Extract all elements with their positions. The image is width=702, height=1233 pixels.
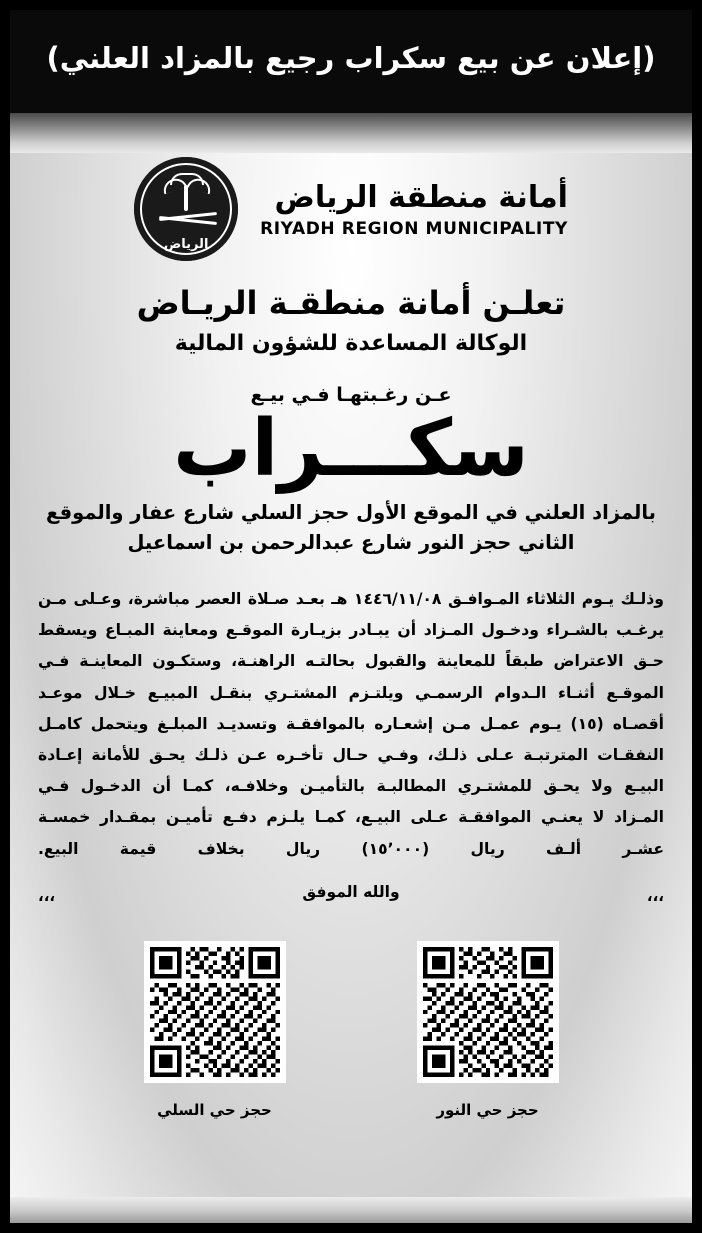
announce-desire: عـن رغـبتهـا فـي بيـع (250, 383, 452, 406)
qr-code-icon[interactable] (144, 941, 286, 1083)
municipality-emblem-icon (134, 157, 238, 261)
ad-frame (8, 8, 694, 1225)
announce-line-1: تعلـن أمانة منطقـة الريـاض (136, 284, 566, 322)
organization-names (260, 179, 568, 239)
qr-code-row (38, 941, 664, 1119)
announce-line-2: الوكالة المساعدة للشؤون المالية (174, 330, 528, 356)
closing-dots-left: ،،، (38, 886, 56, 905)
organization-name-arabic: أمانة منطقة الرياض (274, 180, 568, 216)
qr-block-alsulay[interactable] (144, 941, 286, 1119)
terms-text: وذلـك يـوم الثلاثاء المـوافـق ١٤٤٦/١١/٠٨ هـ بعـد صـلاة العصر مباشرة، وعـلى مـن يرغـب بالشـراء ودخـول المـزاد أن يبـادر بزيـارة الموقـع ومعاينة المبـاع ويسقط حـق الاعتراض طبقاً للمعاينة والقبول بحالتـه الراهنـة، وستكـون المعاينـة فـي الموقـع أثنـاء الـدوام الرسمـي ويلتـزم المشتـري بنقـل المبيـع خـلال موعـد أقصـاه (١٥) يـوم عمـل مـن إشعـاره بالموافقـة وتسديـد المبلـغ ويتحمل كامـل النفقـات المترتبـة عـلى ذلـك، وفـي حـال تأخـره عـن ذلـك يحـق للأمانة إعـادة البيـع ولا يحـق للمشتـري المطالبـة بالتأميـن وخلافـه، كمـا أن الدخـول فـي المـزاد لا يعنـي الموافقـة عـلى البيـع، كمـا يلـزم دفـع تأميـن بمقـدار خمسـة عشـر ألـف ريال (١٥٬٠٠٠) ريال بخلاف قيمة البيع. (38, 590, 665, 858)
crossed-swords-icon (155, 211, 217, 223)
qr-caption: حجز حي النور (436, 1100, 539, 1119)
terms-paragraph (38, 584, 664, 865)
organization-name-english: RIYADH REGION MUNICIPALITY (260, 218, 568, 239)
banner-title: (إعلان عن بيع سكراب رجيع بالمزاد العلني) (46, 40, 656, 75)
announce-locations: بالمزاد العلني في الموقع الأول حجز السلي شارع عفار والموقع الثاني حجز النور شارع عبدالرحمن بن اسماعيل (46, 500, 656, 554)
banner (10, 10, 692, 113)
qr-code-icon[interactable] (417, 941, 559, 1083)
closing-dots-right: ،،، (646, 886, 664, 905)
closing-text: والله الموفق (302, 882, 400, 901)
qr-block-alnoor[interactable] (417, 941, 559, 1119)
emblem-label: الرياض (163, 237, 209, 252)
palm-trunk (184, 185, 188, 211)
announce-subject: سكـــراب (173, 403, 529, 494)
qr-caption: حجز حي السلي (157, 1100, 272, 1119)
content-panel (10, 113, 692, 1223)
closing-line (38, 882, 664, 905)
announcement-block (38, 283, 664, 558)
organization-header (38, 157, 664, 261)
